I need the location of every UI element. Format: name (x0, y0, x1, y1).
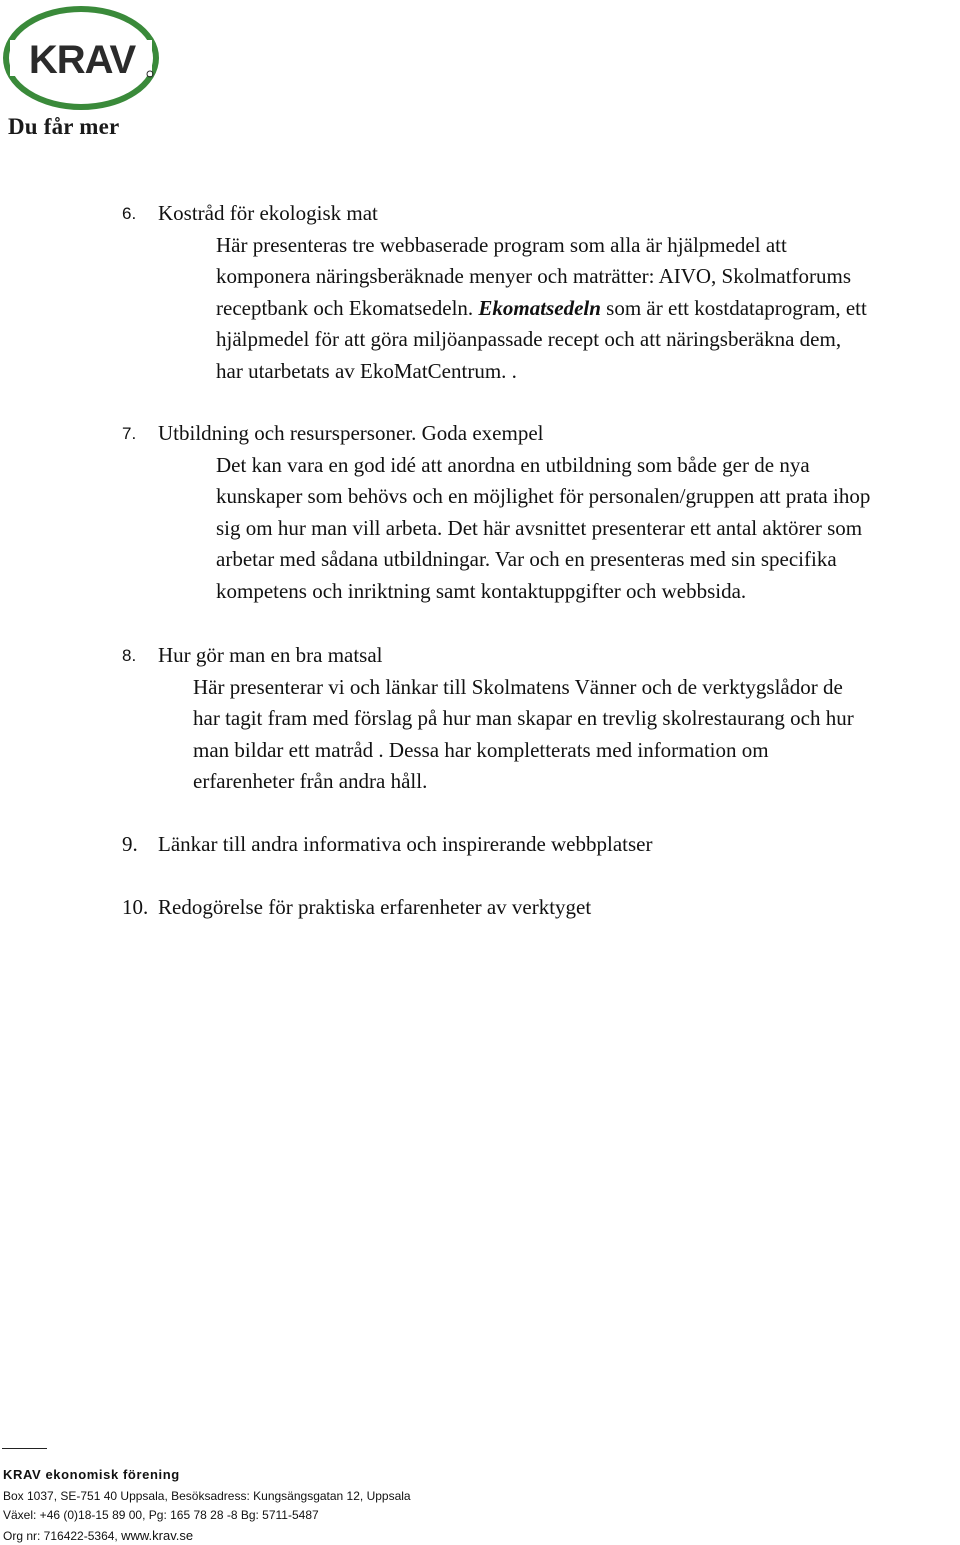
footer-divider (2, 1448, 47, 1449)
section-number: 6. (122, 204, 137, 223)
body-text: som är ett kostdataprogram, ett (600, 295, 867, 320)
body-line: Det kan vara en god idé att anordna en utbildning som både ger de nya (216, 452, 810, 477)
body-line (216, 293, 867, 325)
footer-phone: Växel: +46 (0)18-15 89 00, Pg: 165 78 28 -8 Bg: 5711-5487 (3, 1508, 319, 1522)
logo-brand-text: KRAV (28, 38, 136, 82)
footer-org: KRAV ekonomisk förening (3, 1467, 180, 1482)
section-body (216, 230, 867, 388)
footer-address: Box 1037, SE-751 40 Uppsala, Besöksadress: Kungsängsgatan 12, Uppsala (3, 1489, 411, 1503)
body-line: Här presenterar vi och länkar till Skolmatens Vänner och de verktygslådor de (193, 674, 843, 699)
body-line: erfarenheter från andra håll. (193, 769, 428, 793)
section-number: 8. (122, 646, 137, 665)
section-title: Kostråd för ekologisk mat (158, 201, 378, 225)
body-line: Här presenteras tre webbaserade program som alla är hjälpmedel att (216, 232, 787, 257)
body-line: har utarbetats av EkoMatCentrum. . (216, 358, 517, 383)
section-body (216, 450, 870, 608)
section-body (193, 672, 854, 798)
section-title: Utbildning och resurspersoner. Goda exempel (158, 421, 544, 445)
body-line: kunskaper som behövs och en möjlighet för personalen/gruppen att prata ihop (216, 484, 871, 508)
section-title: Länkar till andra informativa och inspirerande webbplatser (158, 832, 653, 856)
footer-website-link[interactable]: www.krav.se (121, 1528, 194, 1543)
section-number: 7. (122, 424, 137, 443)
section-number: 9. (122, 832, 138, 856)
section-title: Redogörelse för praktiska erfarenheter av verktyget (158, 895, 592, 919)
body-line: man bildar ett matråd . Dessa har kompletterats med information om (193, 737, 769, 762)
body-line: komponera näringsberäknade menyer och maträtter: AIVO, Skolmatforums (216, 264, 852, 288)
krav-logo (2, 4, 160, 114)
logo-tagline: Du får mer (8, 114, 120, 139)
section-title: Hur gör man en bra matsal (158, 643, 383, 667)
emphasis-ekomatsedeln: Ekomatsedeln (478, 295, 601, 320)
footer-org-nr (3, 1528, 193, 1543)
footer-org-nr-text: Org nr: 716422-5364, (3, 1529, 122, 1543)
section-number: 10. (122, 895, 149, 919)
body-text: receptbank och Ekomatsedeln. (216, 295, 479, 320)
body-line: sig om hur man vill arbeta. Det här avsnittet presenterar ett antal aktörer som (216, 515, 863, 540)
body-line: har tagit fram med förslag på hur man skapar en trevlig skolrestaurang och hur (193, 706, 854, 730)
body-line: kompetens och inriktning samt kontaktuppgifter och webbsida. (216, 578, 747, 603)
body-line: arbetar med sådana utbildningar. Var och en presenteras med sin specifika (216, 547, 837, 571)
body-line: hjälpmedel för att göra miljöanpassade recept och att näringsberäkna dem, (216, 327, 842, 351)
